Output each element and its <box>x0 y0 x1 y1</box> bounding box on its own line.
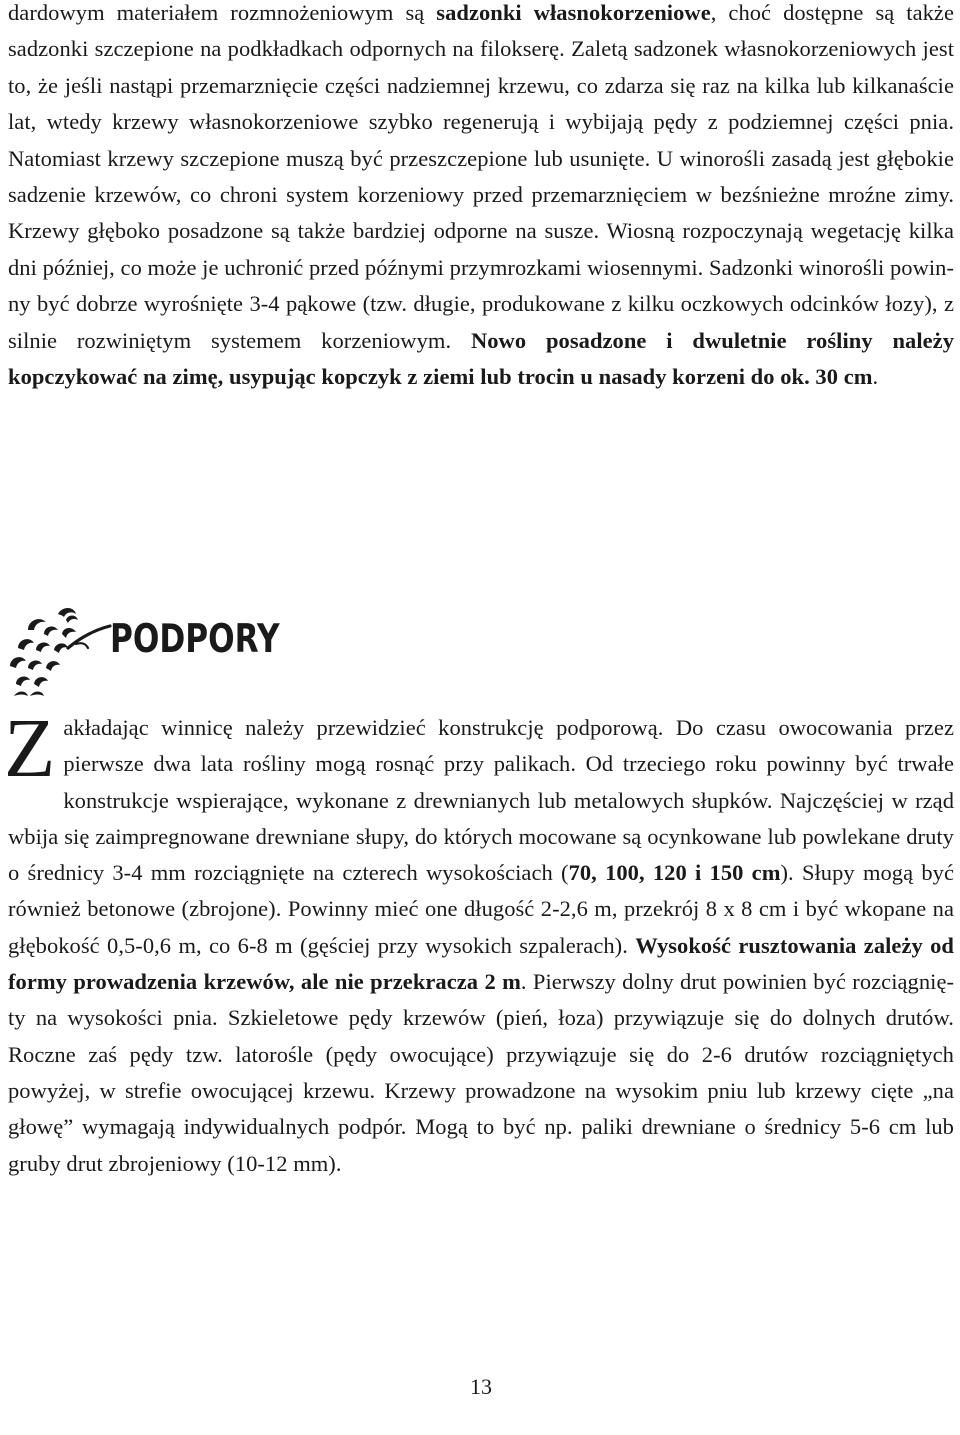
body-paragraph-1 <box>8 0 954 395</box>
document-page <box>4 0 954 1435</box>
text-run: . <box>872 364 879 390</box>
text-run: akładając winnicę należy przewidzieć konstrukcję podporową. Do czasu owocowania przez pierwsze dwa lata rośliny mogą rosnąć przy palikach. Od trzeciego roku powinny być trwałe konstrukcje wspierające, wykonane z drewnianych lub metalowych słupków. Najczęściej w rząd wbija się zaimpregnowane drewniane słupy, do których mocowane są ocynkowane lub powlekane druty o średnicy 3-4 mm rozciągnięte na czterech wysokościach ( <box>8 715 954 886</box>
drop-cap: Z <box>4 702 56 795</box>
grape-cluster-flourish-icon <box>6 604 116 700</box>
bold-run: Nowo posadzone i dwuletnie rośliny należy kopczykować na zimę, usypując kopczyk z ziemi lub trocin u nasady korzeni do ok. 30 cm <box>8 327 954 390</box>
text-run: , choć dostępne są także sadzonki szczepione na podkładkach odpornych na filokserę. Zaletą sadzonek własnokorzeniowych jest to, że jeśli nastąpi przemarznięcie części nadziemnej krzewu, co zdarza się raz na kilka lub kilkanaście lat, wtedy krzewy własnokorzeniowe szybko regenerują i wybijają pędy z podziemnej części pnia. Natomiast krzewy szczepione muszą być przeszczepione lub usunięte. U winorośli zasadą jest głębokie sadzenie krzewów, co chroni system korzeniowy przed przemarznięciem w bezśnieżne mroźne zimy. Krzewy głęboko posadzone są także bardziej odporne na susze. Wiosną rozpoczynają wegetację kilka dni później, co może je uchronić przed późnymi przymrozkami wiosennymi. Sadzonki winorośli powinny być dobrze wyrośnięte 3-4 pąkowe (tzw. długie, produkowane z kilku oczkowych odcinków łozy), z silnie rozwiniętym systemem korzeniowym. <box>8 0 954 353</box>
bold-run: Wysokość rusztowania zależy od formy prowadzenia krzewów, ale nie przekracza 2 m <box>8 932 954 995</box>
section-title: PODPORY <box>110 617 280 662</box>
text-run: dardowym materiałem rozmnożeniowym są <box>8 0 437 25</box>
section-heading <box>6 604 406 704</box>
text-run: ). Słupy mogą być również betonowe (zbrojone). Powinny mieć one długość 2-2,6 m, przekrój 8 x 8 cm i być wkopane na głębokość 0,5-0,6 m, co 6-8 m (gęściej przy wysokich szpalerach). <box>8 860 954 958</box>
page-number: 13 <box>470 1374 492 1399</box>
body-paragraph-2 <box>4 702 954 1182</box>
bold-run: sadzonki własnokorzeniowe <box>436 0 711 25</box>
text-run: . Pierwszy dolny drut powinien być rozciągnięty na wysokości pnia. Szkieletowe pędy krzewów (pień, łoza) przywiązuje się do dolnych drutów. Roczne zaś pędy tzw. latorośle (pędy owocujące) przywiązuje się do 2-6 drutów rozciągniętych powyżej, w strefie owocującej krzewu. Krzewy prowadzone na wysokim pniu lub krzewy cięte „na głowę” wymagają indywidualnych podpór. Mogą to być np. paliki drewniane o średnicy 5-6 cm lub gruby drut zbrojeniowy (10-12 mm). <box>8 969 954 1176</box>
bold-run: 70, 100, 120 i 150 cm <box>568 860 781 886</box>
